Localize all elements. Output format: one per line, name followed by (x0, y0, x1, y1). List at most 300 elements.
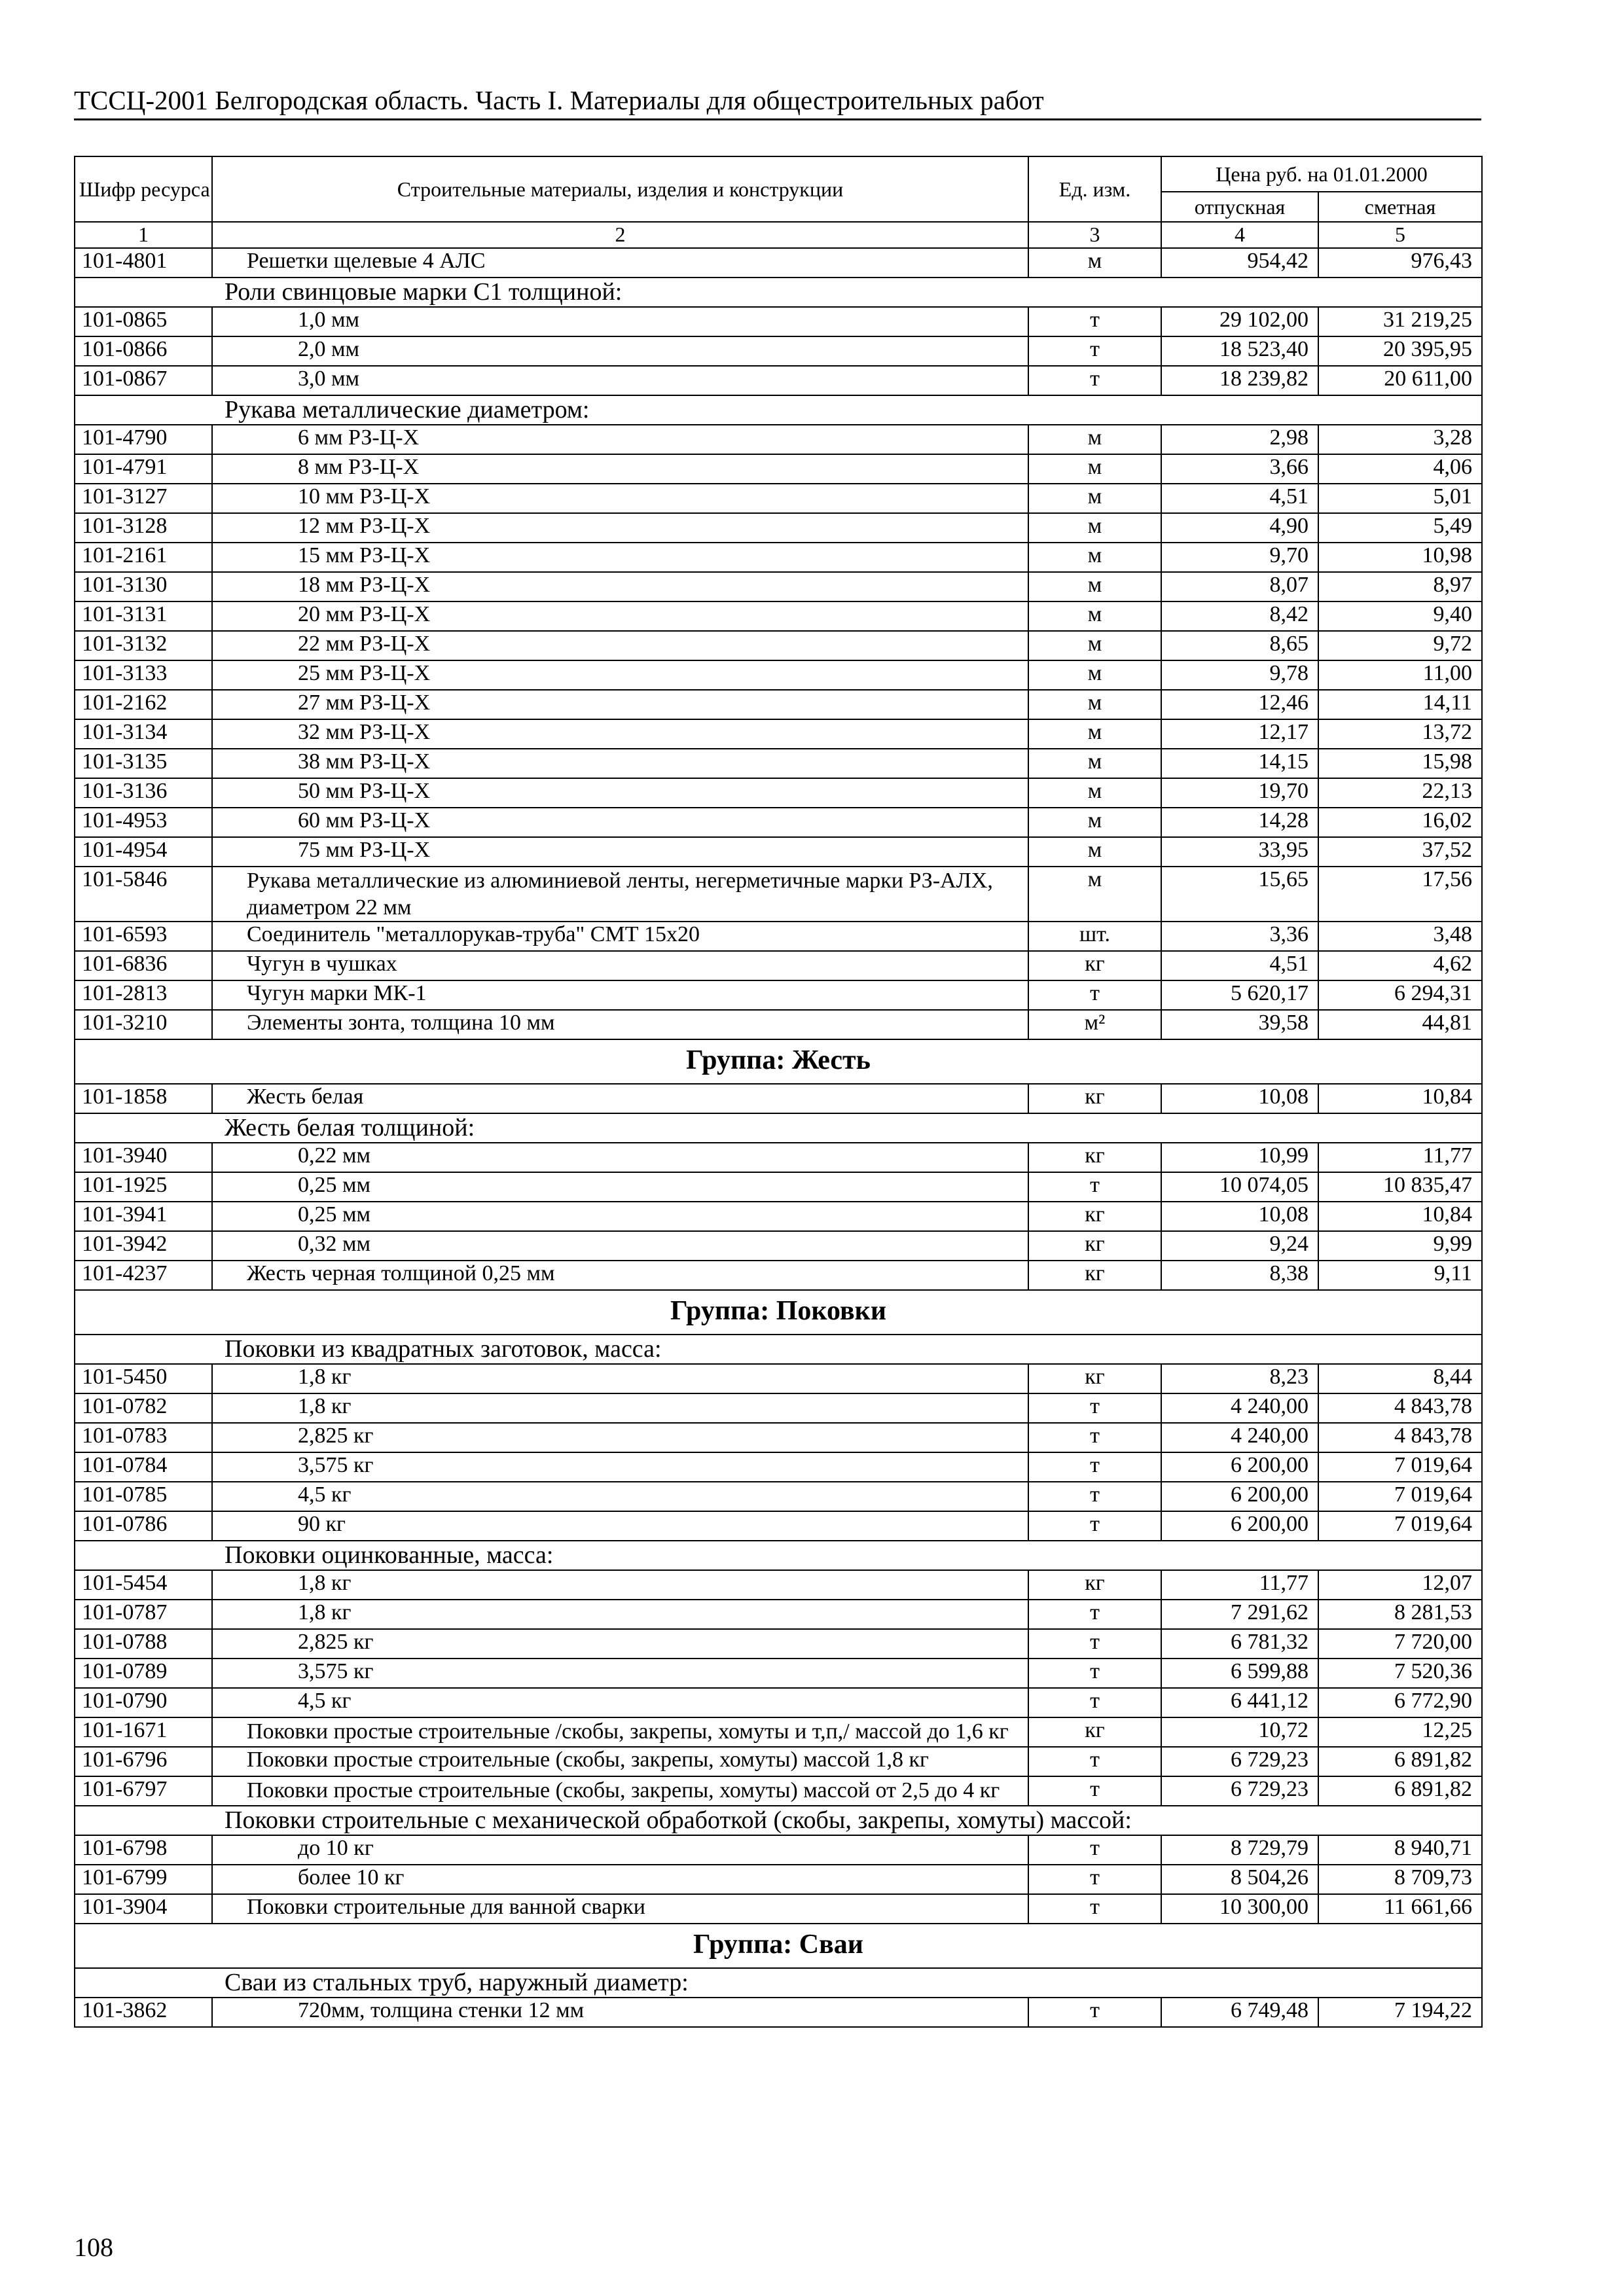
resource-code: 101-0782 (75, 1393, 212, 1423)
resource-code: 101-1671 (75, 1717, 212, 1747)
table-row (75, 660, 1482, 690)
material-name: Поковки простые строительные (скобы, закрепы, хомуты) массой от 2,5 до 4 кг (212, 1776, 1028, 1806)
unit: м (1028, 601, 1161, 631)
resource-code: 101-6836 (75, 951, 212, 980)
release-price: 12,17 (1161, 719, 1318, 749)
estimate-price: 8 709,73 (1318, 1865, 1482, 1894)
table-row (75, 837, 1482, 867)
material-name: 50 мм РЗ-Ц-Х (212, 778, 1028, 808)
column-number: 3 (1028, 222, 1161, 248)
material-name: 22 мм РЗ-Ц-Х (212, 631, 1028, 660)
table-row (75, 1894, 1482, 1924)
estimate-price: 6 294,31 (1318, 980, 1482, 1010)
release-price: 11,77 (1161, 1570, 1318, 1600)
estimate-price: 22,13 (1318, 778, 1482, 808)
resource-code: 101-4801 (75, 248, 212, 278)
col-release-price-header: отпускная (1161, 192, 1318, 222)
estimate-price: 7 520,36 (1318, 1659, 1482, 1688)
material-name: 1,8 кг (212, 1600, 1028, 1629)
unit: м (1028, 631, 1161, 660)
material-name: 4,5 кг (212, 1482, 1028, 1511)
unit: т (1028, 1423, 1161, 1452)
estimate-price: 31 219,25 (1318, 307, 1482, 336)
unit: м (1028, 837, 1161, 867)
estimate-price: 20 611,00 (1318, 366, 1482, 395)
subheading: Роли свинцовые марки С1 толщиной: (75, 278, 1482, 307)
resource-code: 101-2162 (75, 690, 212, 719)
table-row (75, 1511, 1482, 1541)
release-price: 8,38 (1161, 1261, 1318, 1290)
estimate-price: 8,97 (1318, 572, 1482, 601)
resource-code: 101-0789 (75, 1659, 212, 1688)
resource-code: 101-3133 (75, 660, 212, 690)
table-row (75, 690, 1482, 719)
group-heading-row (75, 1290, 1482, 1335)
column-number-row (75, 222, 1482, 248)
resource-code: 101-4954 (75, 837, 212, 867)
resource-code: 101-0865 (75, 307, 212, 336)
material-name: 0,32 мм (212, 1231, 1028, 1261)
table-row (75, 1393, 1482, 1423)
column-number: 5 (1318, 222, 1482, 248)
table-row (75, 1835, 1482, 1865)
material-name: Соединитель "металлорукав-труба" СМТ 15х20 (212, 922, 1028, 951)
estimate-price: 7 019,64 (1318, 1482, 1482, 1511)
estimate-price: 12,25 (1318, 1717, 1482, 1747)
estimate-price: 17,56 (1318, 867, 1482, 922)
resource-code: 101-5846 (75, 867, 212, 922)
release-price: 6 599,88 (1161, 1659, 1318, 1688)
resource-code: 101-5454 (75, 1570, 212, 1600)
group-heading-row (75, 1039, 1482, 1084)
material-name: Жесть белая (212, 1084, 1028, 1113)
table-header-row (75, 156, 1482, 192)
page-header: ТССЦ-2001 Белгородская область. Часть I. Материалы для общестроительных работ (74, 85, 1044, 115)
estimate-price: 10,98 (1318, 543, 1482, 572)
release-price: 10 074,05 (1161, 1172, 1318, 1202)
subheading-row (75, 1113, 1482, 1143)
resource-code: 101-3128 (75, 513, 212, 543)
material-name: 12 мм РЗ-Ц-Х (212, 513, 1028, 543)
col-code-header: Шифр ресурса (75, 156, 212, 222)
table-row (75, 601, 1482, 631)
subheading: Поковки из квадратных заготовок, масса: (75, 1335, 1482, 1364)
resource-code: 101-0788 (75, 1629, 212, 1659)
table-row (75, 1776, 1482, 1806)
material-name: 2,825 кг (212, 1423, 1028, 1452)
estimate-price: 44,81 (1318, 1010, 1482, 1039)
material-name: 0,25 мм (212, 1172, 1028, 1202)
subheading-row (75, 278, 1482, 307)
release-price: 10,08 (1161, 1084, 1318, 1113)
unit: м (1028, 749, 1161, 778)
page-number: 108 (74, 2233, 113, 2262)
estimate-price: 9,72 (1318, 631, 1482, 660)
resource-code: 101-3941 (75, 1202, 212, 1231)
resource-code: 101-3940 (75, 1143, 212, 1172)
price-table-body (75, 156, 1482, 2027)
price-table (74, 156, 1483, 2028)
release-price: 2,98 (1161, 425, 1318, 454)
release-price: 6 441,12 (1161, 1688, 1318, 1717)
subheading-row (75, 1806, 1482, 1835)
release-price: 9,70 (1161, 543, 1318, 572)
estimate-price: 9,40 (1318, 601, 1482, 631)
release-price: 10 300,00 (1161, 1894, 1318, 1924)
release-price: 18 239,82 (1161, 366, 1318, 395)
table-row (75, 951, 1482, 980)
unit: т (1028, 1894, 1161, 1924)
resource-code: 101-3210 (75, 1010, 212, 1039)
resource-code: 101-4790 (75, 425, 212, 454)
estimate-price: 8 940,71 (1318, 1835, 1482, 1865)
unit: т (1028, 1659, 1161, 1688)
estimate-price: 8 281,53 (1318, 1600, 1482, 1629)
estimate-price: 9,11 (1318, 1261, 1482, 1290)
resource-code: 101-3942 (75, 1231, 212, 1261)
subheading-row (75, 395, 1482, 425)
release-price: 15,65 (1161, 867, 1318, 922)
estimate-price: 7 019,64 (1318, 1452, 1482, 1482)
material-name: 1,8 кг (212, 1364, 1028, 1393)
release-price: 29 102,00 (1161, 307, 1318, 336)
release-price: 6 200,00 (1161, 1482, 1318, 1511)
estimate-price: 6 772,90 (1318, 1688, 1482, 1717)
material-name: 10 мм РЗ-Ц-Х (212, 484, 1028, 513)
unit: т (1028, 1172, 1161, 1202)
release-price: 9,78 (1161, 660, 1318, 690)
unit: м (1028, 425, 1161, 454)
material-name: Жесть черная толщиной 0,25 мм (212, 1261, 1028, 1290)
subheading: Поковки оцинкованные, масса: (75, 1541, 1482, 1570)
estimate-price: 15,98 (1318, 749, 1482, 778)
resource-code: 101-3904 (75, 1894, 212, 1924)
estimate-price: 13,72 (1318, 719, 1482, 749)
unit: м² (1028, 1010, 1161, 1039)
table-row (75, 484, 1482, 513)
table-row (75, 1261, 1482, 1290)
table-row (75, 1202, 1482, 1231)
material-name: 1,0 мм (212, 307, 1028, 336)
table-row (75, 454, 1482, 484)
resource-code: 101-0784 (75, 1452, 212, 1482)
unit: м (1028, 690, 1161, 719)
resource-code: 101-0790 (75, 1688, 212, 1717)
unit: м (1028, 572, 1161, 601)
release-price: 5 620,17 (1161, 980, 1318, 1010)
unit: т (1028, 1393, 1161, 1423)
unit: м (1028, 808, 1161, 837)
unit: т (1028, 1511, 1161, 1541)
material-name: 25 мм РЗ-Ц-Х (212, 660, 1028, 690)
table-row (75, 336, 1482, 366)
estimate-price: 6 891,82 (1318, 1776, 1482, 1806)
material-name: 0,22 мм (212, 1143, 1028, 1172)
resource-code: 101-0785 (75, 1482, 212, 1511)
unit: м (1028, 778, 1161, 808)
material-name: Элементы зонта, толщина 10 мм (212, 1010, 1028, 1039)
table-row (75, 1231, 1482, 1261)
resource-code: 101-0867 (75, 366, 212, 395)
material-name: 4,5 кг (212, 1688, 1028, 1717)
estimate-price: 10 835,47 (1318, 1172, 1482, 1202)
estimate-price: 976,43 (1318, 248, 1482, 278)
estimate-price: 4 843,78 (1318, 1393, 1482, 1423)
subheading: Сваи из стальных труб, наружный диаметр: (75, 1968, 1482, 1998)
table-row (75, 1600, 1482, 1629)
material-name: 15 мм РЗ-Ц-Х (212, 543, 1028, 572)
subheading: Поковки строительные с механической обработкой (скобы, закрепы, хомуты) массой: (75, 1806, 1482, 1835)
release-price: 33,95 (1161, 837, 1318, 867)
release-price: 10,72 (1161, 1717, 1318, 1747)
release-price: 8 504,26 (1161, 1865, 1318, 1894)
material-name: 6 мм РЗ-Ц-Х (212, 425, 1028, 454)
table-row (75, 867, 1482, 922)
resource-code: 101-0783 (75, 1423, 212, 1452)
estimate-price: 5,49 (1318, 513, 1482, 543)
material-name: 8 мм РЗ-Ц-Х (212, 454, 1028, 484)
table-row (75, 1364, 1482, 1393)
table-row (75, 307, 1482, 336)
release-price: 8,42 (1161, 601, 1318, 631)
resource-code: 101-3134 (75, 719, 212, 749)
estimate-price: 4,62 (1318, 951, 1482, 980)
release-price: 4 240,00 (1161, 1393, 1318, 1423)
estimate-price: 4 843,78 (1318, 1423, 1482, 1452)
estimate-price: 11,77 (1318, 1143, 1482, 1172)
unit: т (1028, 1865, 1161, 1894)
column-number: 1 (75, 222, 212, 248)
unit: м (1028, 248, 1161, 278)
material-name: 1,8 кг (212, 1570, 1028, 1600)
group-heading: Группа: Жесть (75, 1039, 1482, 1084)
unit: м (1028, 454, 1161, 484)
unit: кг (1028, 1261, 1161, 1290)
release-price: 8 729,79 (1161, 1835, 1318, 1865)
material-name: Рукава металлические из алюминиевой ленты, негерметичные марки РЗ-АЛХ, диаметром 22 мм (212, 867, 1028, 922)
material-name: 720мм, толщина стенки 12 мм (212, 1998, 1028, 2027)
unit: т (1028, 1600, 1161, 1629)
resource-code: 101-0786 (75, 1511, 212, 1541)
table-row (75, 248, 1482, 278)
material-name: 18 мм РЗ-Ц-Х (212, 572, 1028, 601)
table-row (75, 719, 1482, 749)
estimate-price: 7 720,00 (1318, 1629, 1482, 1659)
release-price: 39,58 (1161, 1010, 1318, 1039)
table-row (75, 922, 1482, 951)
release-price: 4,51 (1161, 951, 1318, 980)
unit: кг (1028, 1143, 1161, 1172)
column-number: 4 (1161, 222, 1318, 248)
table-row (75, 749, 1482, 778)
table-row (75, 366, 1482, 395)
unit: кг (1028, 1202, 1161, 1231)
unit: т (1028, 1747, 1161, 1776)
col-unit-header: Ед. изм. (1028, 156, 1161, 222)
material-name: 75 мм РЗ-Ц-Х (212, 837, 1028, 867)
table-row (75, 1629, 1482, 1659)
table-row (75, 1482, 1482, 1511)
material-name: Поковки простые строительные (скобы, закрепы, хомуты) массой 1,8 кг (212, 1747, 1028, 1776)
release-price: 3,66 (1161, 454, 1318, 484)
material-name: 90 кг (212, 1511, 1028, 1541)
release-price: 6 729,23 (1161, 1747, 1318, 1776)
resource-code: 101-6799 (75, 1865, 212, 1894)
resource-code: 101-3135 (75, 749, 212, 778)
release-price: 954,42 (1161, 248, 1318, 278)
table-row (75, 513, 1482, 543)
resource-code: 101-0866 (75, 336, 212, 366)
estimate-price: 11,00 (1318, 660, 1482, 690)
material-name: 20 мм РЗ-Ц-Х (212, 601, 1028, 631)
resource-code: 101-4237 (75, 1261, 212, 1290)
unit: кг (1028, 1231, 1161, 1261)
unit: кг (1028, 1570, 1161, 1600)
resource-code: 101-3127 (75, 484, 212, 513)
release-price: 10,08 (1161, 1202, 1318, 1231)
estimate-price: 6 891,82 (1318, 1747, 1482, 1776)
subheading: Жесть белая толщиной: (75, 1113, 1482, 1143)
resource-code: 101-4953 (75, 808, 212, 837)
group-heading: Группа: Сваи (75, 1924, 1482, 1968)
material-name: Решетки щелевые 4 АЛС (212, 248, 1028, 278)
release-price: 10,99 (1161, 1143, 1318, 1172)
resource-code: 101-3862 (75, 1998, 212, 2027)
estimate-price: 4,06 (1318, 454, 1482, 484)
table-row (75, 1865, 1482, 1894)
material-name: 2,0 мм (212, 336, 1028, 366)
resource-code: 101-3130 (75, 572, 212, 601)
release-price: 6 200,00 (1161, 1511, 1318, 1541)
table-row (75, 808, 1482, 837)
subheading: Рукава металлические диаметром: (75, 395, 1482, 425)
resource-code: 101-3136 (75, 778, 212, 808)
estimate-price: 16,02 (1318, 808, 1482, 837)
release-price: 14,28 (1161, 808, 1318, 837)
unit: м (1028, 719, 1161, 749)
table-row (75, 1998, 1482, 2027)
estimate-price: 14,11 (1318, 690, 1482, 719)
table-row (75, 1423, 1482, 1452)
unit: м (1028, 543, 1161, 572)
estimate-price: 10,84 (1318, 1084, 1482, 1113)
table-row (75, 1172, 1482, 1202)
column-number: 2 (212, 222, 1028, 248)
resource-code: 101-3132 (75, 631, 212, 660)
table-row (75, 1717, 1482, 1747)
release-price: 6 729,23 (1161, 1776, 1318, 1806)
table-row (75, 543, 1482, 572)
material-name: 0,25 мм (212, 1202, 1028, 1231)
material-name: до 10 кг (212, 1835, 1028, 1865)
table-row (75, 1747, 1482, 1776)
table-row (75, 1659, 1482, 1688)
col-price-header: Цена руб. на 01.01.2000 (1161, 156, 1482, 192)
material-name: 2,825 кг (212, 1629, 1028, 1659)
estimate-price: 7 019,64 (1318, 1511, 1482, 1541)
unit: кг (1028, 1084, 1161, 1113)
release-price: 4 240,00 (1161, 1423, 1318, 1452)
resource-code: 101-6796 (75, 1747, 212, 1776)
material-name: Чугун марки МК-1 (212, 980, 1028, 1010)
unit: т (1028, 1998, 1161, 2027)
release-price: 12,46 (1161, 690, 1318, 719)
material-name: 3,575 кг (212, 1659, 1028, 1688)
estimate-price: 37,52 (1318, 837, 1482, 867)
release-price: 3,36 (1161, 922, 1318, 951)
material-name: 3,0 мм (212, 366, 1028, 395)
release-price: 7 291,62 (1161, 1600, 1318, 1629)
unit: т (1028, 1776, 1161, 1806)
material-name: более 10 кг (212, 1865, 1028, 1894)
material-name: 38 мм РЗ-Ц-Х (212, 749, 1028, 778)
resource-code: 101-3131 (75, 601, 212, 631)
material-name: 27 мм РЗ-Ц-Х (212, 690, 1028, 719)
unit: т (1028, 1688, 1161, 1717)
unit: т (1028, 366, 1161, 395)
table-row (75, 425, 1482, 454)
table-row (75, 1452, 1482, 1482)
group-heading-row (75, 1924, 1482, 1968)
resource-code: 101-4791 (75, 454, 212, 484)
table-row (75, 1570, 1482, 1600)
resource-code: 101-6593 (75, 922, 212, 951)
release-price: 6 749,48 (1161, 1998, 1318, 2027)
estimate-price: 20 395,95 (1318, 336, 1482, 366)
estimate-price: 12,07 (1318, 1570, 1482, 1600)
table-row (75, 778, 1482, 808)
material-name: 3,575 кг (212, 1452, 1028, 1482)
estimate-price: 5,01 (1318, 484, 1482, 513)
material-name: Чугун в чушках (212, 951, 1028, 980)
material-name: 60 мм РЗ-Ц-Х (212, 808, 1028, 837)
table-row (75, 1688, 1482, 1717)
unit: м (1028, 484, 1161, 513)
unit: т (1028, 1629, 1161, 1659)
unit: шт. (1028, 922, 1161, 951)
estimate-price: 10,84 (1318, 1202, 1482, 1231)
unit: т (1028, 1835, 1161, 1865)
release-price: 8,65 (1161, 631, 1318, 660)
unit: кг (1028, 951, 1161, 980)
estimate-price: 9,99 (1318, 1231, 1482, 1261)
subheading-row (75, 1968, 1482, 1998)
release-price: 18 523,40 (1161, 336, 1318, 366)
release-price: 6 781,32 (1161, 1629, 1318, 1659)
resource-code: 101-1858 (75, 1084, 212, 1113)
group-heading: Группа: Поковки (75, 1290, 1482, 1335)
table-row (75, 631, 1482, 660)
unit: м (1028, 513, 1161, 543)
unit: м (1028, 660, 1161, 690)
unit: т (1028, 1482, 1161, 1511)
estimate-price: 3,48 (1318, 922, 1482, 951)
subheading-row (75, 1541, 1482, 1570)
unit: т (1028, 980, 1161, 1010)
resource-code: 101-5450 (75, 1364, 212, 1393)
estimate-price: 3,28 (1318, 425, 1482, 454)
release-price: 4,51 (1161, 484, 1318, 513)
table-row (75, 572, 1482, 601)
material-name: 32 мм РЗ-Ц-Х (212, 719, 1028, 749)
material-name: 1,8 кг (212, 1393, 1028, 1423)
resource-code: 101-1925 (75, 1172, 212, 1202)
table-row (75, 1143, 1482, 1172)
estimate-price: 11 661,66 (1318, 1894, 1482, 1924)
release-price: 19,70 (1161, 778, 1318, 808)
resource-code: 101-6798 (75, 1835, 212, 1865)
release-price: 9,24 (1161, 1231, 1318, 1261)
